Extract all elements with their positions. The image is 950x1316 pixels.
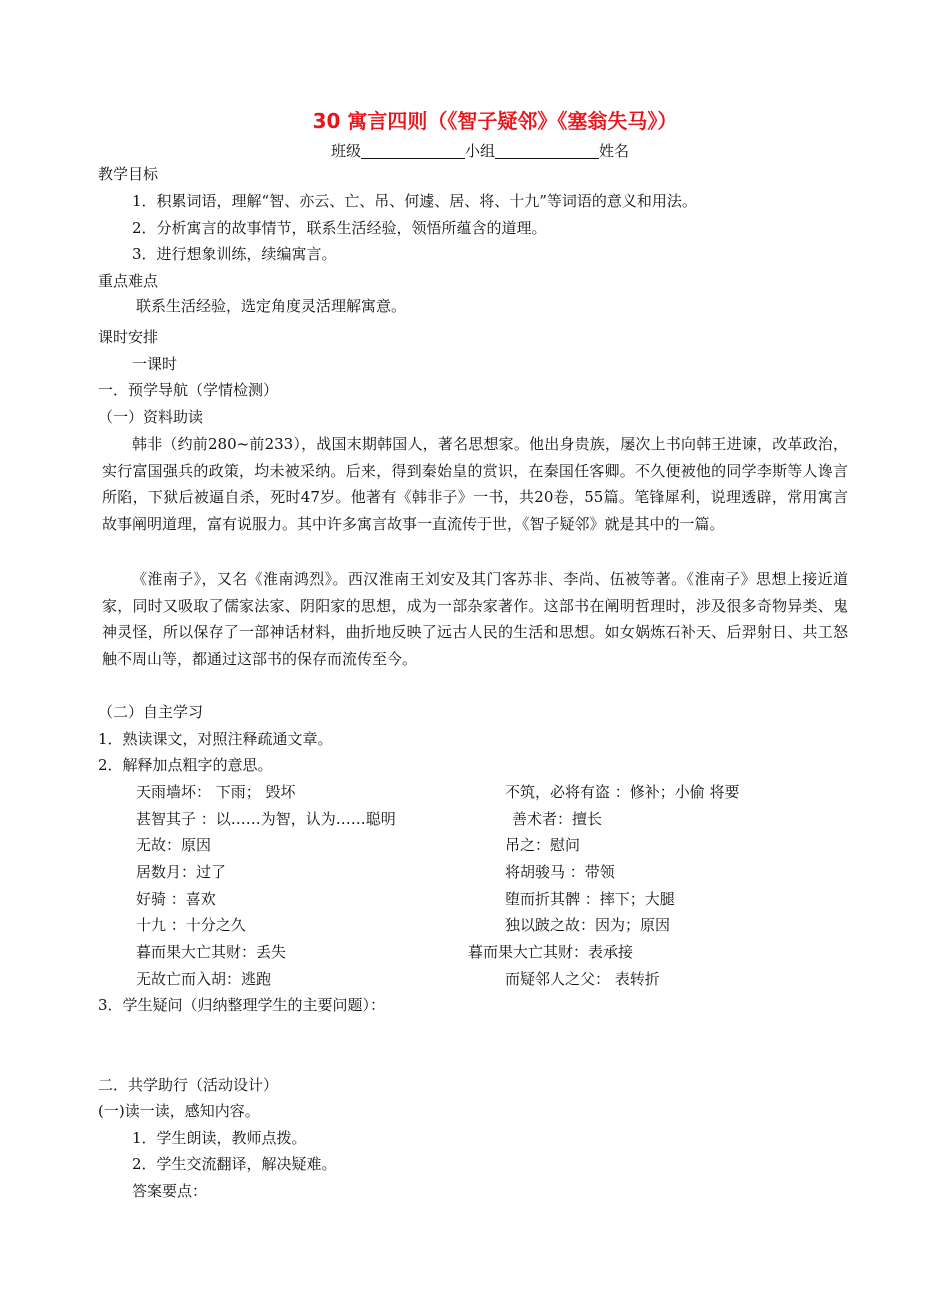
part1-sub1-heading: （一）资料助读 [98,408,204,426]
vocab-left: 居数月：过了 [136,863,227,881]
objective-item: 1．积累词语，理解“智、亦云、亡、吊、何遽、居、将、十九”等词语的意义和用法。 [132,192,697,210]
part2-sub1-heading: (一)读一读，感知内容。 [98,1102,260,1120]
vocab-right: 将胡骏马 ：带领 [505,863,615,881]
part2-heading: 二．共学助行（活动设计） [98,1076,279,1094]
student-info-line [331,138,629,164]
name-label: 姓名 [599,142,630,160]
schedule-heading: 课时安排 [98,328,159,346]
vocab-left: 好骑 ：喜欢 [136,890,216,908]
part2-item: 2．学生交流翻译，解决疑难。 [132,1155,337,1173]
part1-heading: 一．预学导航（学情检测） [98,381,279,399]
part2-item: 答案要点： [132,1182,208,1200]
vocab-right: 独以跛之故：因为；原因 [505,916,671,934]
vocab-left: 十九 ：十分之久 [136,916,246,934]
vocab-right: 堕而折其髀 ：摔下；大腿 [505,890,675,908]
vocab-right: 暮而果大亡其财：表承接 [468,943,634,961]
part1-sub2-heading: （二）自主学习 [98,703,204,721]
huainanzi-text: 《淮南子》，又名《淮南鸿烈》。西汉淮南王刘安及其门客苏非、李尚、伍被等著。《淮南子》思想上接近道家，同时又吸取了儒家法家、阴阳家的思想，成为一部杂家著作。这部书在阐明哲理时，涉及很多奇物异类、鬼神灵怪，所以保存了一部神话材料，曲折地反映了远古人民的生活和思想。如女娲炼石补天、后羿射日、共工怒触不周山等，都通过这部书的保存而流传至今。 [102,570,848,668]
huainanzi-paragraph [102,566,848,672]
vocab-left: 无故：原因 [136,836,212,854]
objective-item: 2．分析寓言的故事情节，联系生活经验，领悟所蕴含的道理。 [132,219,547,237]
group-label: 小组 [465,142,496,160]
vocab-left: 天雨墙坏： 下雨； 毁坏 [136,783,296,801]
task-item: 1．熟读课文，对照注释疏通文章。 [98,730,333,748]
part2-item: 1．学生朗读，教师点拨。 [132,1129,307,1147]
han-fei-text: 韩非（约前280~前233），战国末期韩国人，著名思想家。他出身贵族，屡次上书向韩王进谏，改革政治，实行富国强兵的政策，均未被采纳。后来，得到秦始皇的赏识，在秦国任客卿。不久便被他的同学李斯等人谗言所陷，下狱后被逼自杀，死时47岁。他著有《韩非子》一书，共20卷，55篇。笔锋犀利，说理透辟，常用寓言故事阐明道理，富有说服力。其中许多寓言故事一直流传于世，《智子疑邻》就是其中的一篇。 [102,435,848,533]
objectives-heading: 教学目标 [98,165,159,183]
schedule-text: 一课时 [132,355,178,373]
group-blank[interactable] [495,140,599,159]
task-item: 2．解释加点粗字的意思。 [98,756,273,774]
objective-item: 3．进行想象训练，续编寓言。 [132,245,337,263]
key-points-text: 联系生活经验，选定角度灵活理解寓意。 [136,297,407,315]
class-label: 班级 [331,142,362,160]
vocab-left: 无故亡而入胡：逃跑 [136,970,272,988]
class-blank[interactable] [361,140,465,159]
key-points-heading: 重点难点 [98,272,159,290]
vocab-right: 而疑邻人之父： 表转折 [505,970,660,988]
vocab-right: 吊之：慰问 [505,836,581,854]
vocab-left: 暮而果大亡其财：丢失 [136,943,287,961]
vocab-right: 善术者：擅长 [512,810,603,828]
page-title: 30 寓言四则（《智子疑邻》《塞翁失马》） [312,109,678,133]
vocab-right: 不筑，必将有盗 ：修补；小偷 将要 [505,783,740,801]
task-item: 3．学生疑问（归纳整理学生的主要问题）： [98,996,386,1014]
vocab-left: 甚智其子 ：以……为智，认为……聪明 [136,810,396,828]
han-fei-paragraph [102,431,848,537]
